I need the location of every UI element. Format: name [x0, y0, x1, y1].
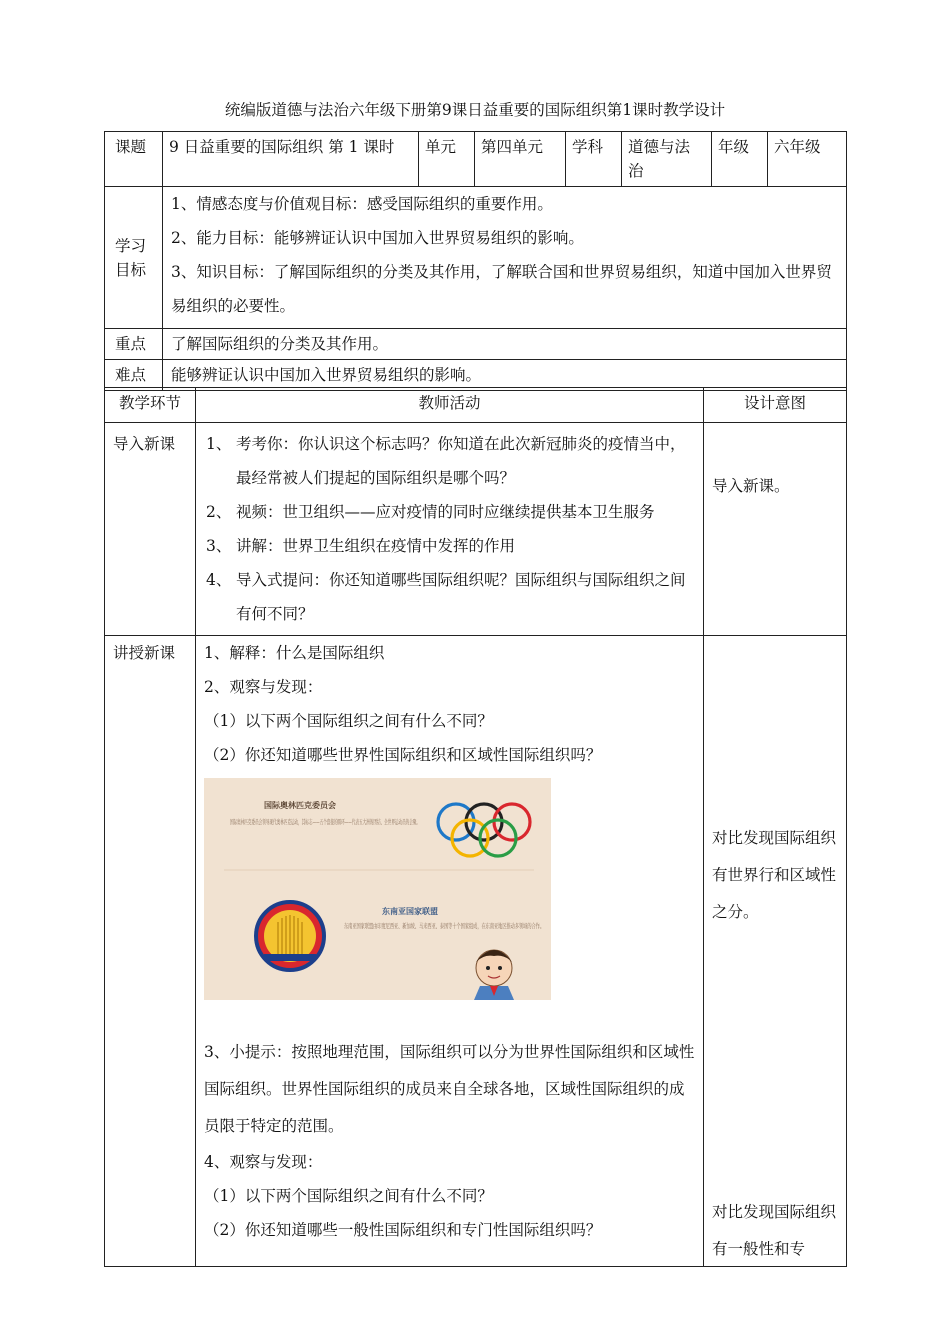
- teach-activities: [196, 636, 704, 1267]
- col-activity-header: 教师活动: [196, 388, 704, 423]
- teach-line-5: 3、小提示：按照地理范围，国际组织可以分为世界性国际组织和区域性国际组织。世界性国际组织的成员来自全球各地，区域性国际组织的成员限于特定的范围。: [204, 1043, 695, 1135]
- teach-line-4: （2）你还知道哪些世界性国际组织和区域性国际组织吗？: [204, 746, 602, 764]
- intro-item-1: 1、 考考你：你认识这个标志吗？你知道在此次新冠肺炎的疫情当中，最经常被人们提起的国际组织是哪个吗？: [206, 435, 686, 487]
- teach-line-2: 2、观察与发现：: [204, 678, 323, 696]
- objectives-label: 学习目标: [105, 187, 163, 329]
- col-stage-header: 教学环节: [105, 388, 196, 423]
- objective-1: 1、情感态度与价值观目标：感受国际组织的重要作用。: [171, 195, 553, 213]
- teach-intent-1: 对比发现国际组织有世界行和区域性之分。: [712, 829, 837, 921]
- teach-stage: 讲授新课: [105, 636, 196, 1267]
- intro-item-4: 4、 导入式提问：你还知道哪些国际组织呢？国际组织与国际组织之间有何不同？: [206, 571, 686, 623]
- objectives-content: [163, 187, 847, 329]
- org-comparison-image: [204, 778, 656, 1000]
- intro-item-3: 3、 讲解：世界卫生组织在疫情中发挥的作用: [206, 537, 516, 555]
- teach-line-8: （2）你还知道哪些一般性国际组织和专门性国际组织吗？: [204, 1221, 602, 1239]
- unit-label: 单元: [419, 132, 475, 187]
- document-title: 统编版道德与法治六年级下册第9课日益重要的国际组织第1课时教学设计: [224, 101, 726, 119]
- asean-text: 东南亚国家联盟由印度尼西亚、新加坡、马来西亚、泰国等十个国家组成，在东南亚地区推动多领域的合作。: [344, 922, 656, 930]
- col-intent-header: 设计意图: [704, 388, 847, 423]
- cartoon-boy-icon: [474, 950, 514, 1000]
- teach-intent: [704, 636, 847, 1267]
- subject-value: 道德与法治: [622, 132, 712, 187]
- teach-line-3: （1）以下两个国际组织之间有什么不同？: [204, 712, 493, 730]
- objective-2: 2、能力目标：能够辨证认识中国加入世界贸易组织的影响。: [171, 229, 584, 247]
- asean-emblem-icon: [256, 902, 324, 970]
- asean-title: 东南亚国家联盟: [382, 907, 438, 916]
- subject-label: 学科: [566, 132, 622, 187]
- unit-value: 第四单元: [475, 132, 566, 187]
- key-point-label: 重点: [105, 329, 163, 360]
- grade-value: 六年级: [768, 132, 847, 187]
- lesson-value: 9 日益重要的国际组织 第 1 课时: [163, 132, 419, 187]
- teaching-process-table: [104, 387, 847, 1267]
- intro-stage: 导入新课: [105, 423, 196, 636]
- lesson-info-table: [104, 131, 847, 391]
- teach-line-1: 1、解释：什么是国际组织: [204, 644, 385, 662]
- ioc-title: 国际奥林匹克委员会: [264, 801, 336, 810]
- objective-3: 3、知识目标：了解国际组织的分类及其作用，了解联合国和世界贸易组织，知道中国加入世界贸易组织的必要性。: [171, 263, 832, 315]
- teach-line-6: 4、观察与发现：: [204, 1153, 323, 1171]
- intro-activities: [196, 423, 704, 636]
- teach-line-7: （1）以下两个国际组织之间有什么不同？: [204, 1187, 493, 1205]
- intro-item-2: 2、 视频：世卫组织——应对疫情的同时应继续提供基本卫生服务: [206, 503, 655, 521]
- difficult-point-label: 难点: [105, 360, 163, 391]
- lesson-label: 课题: [105, 132, 163, 187]
- grade-label: 年级: [712, 132, 768, 187]
- ioc-text: 国际奥林匹克委员会领导现代奥林匹克运动，其标志——五个套接的圆环——代表五大洲的团结、全世界运动员的会聚。: [230, 818, 575, 826]
- difficult-point-value: 能够辨证认识中国加入世界贸易组织的影响。: [163, 360, 847, 391]
- teach-intent-2: 对比发现国际组织有一般性和专: [712, 1203, 837, 1258]
- key-point-value: 了解国际组织的分类及其作用。: [163, 329, 847, 360]
- intro-intent: 导入新课。: [704, 423, 847, 636]
